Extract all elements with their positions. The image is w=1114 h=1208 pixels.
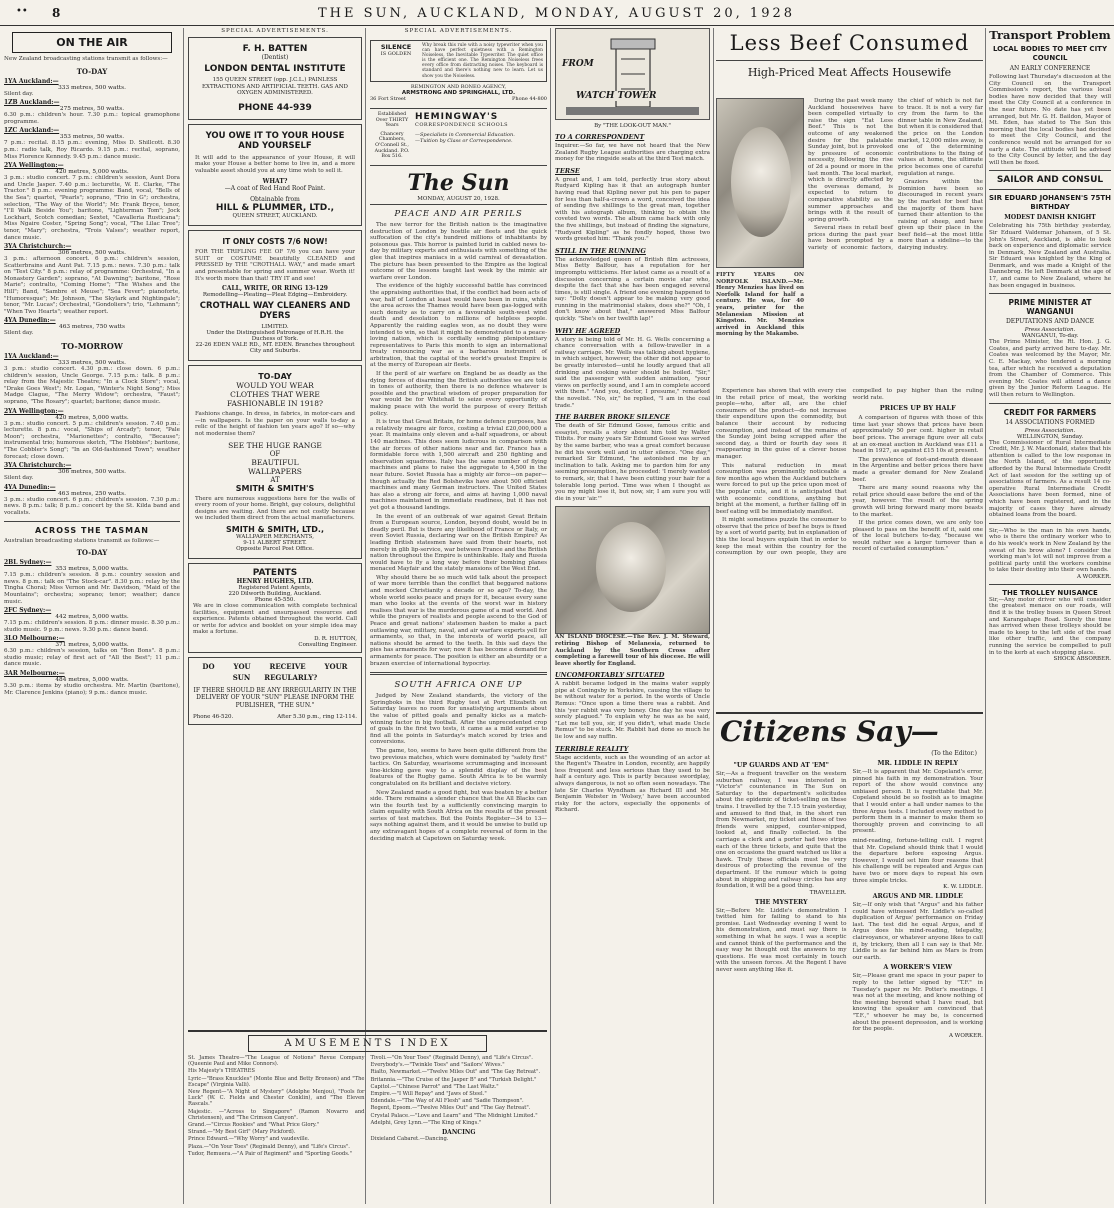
deputations-head: DEPUTATIONS AND DANCE: [1005, 318, 1095, 326]
station-power: 333 metres, 500 watts.: [58, 360, 126, 367]
house-body: It will add to the appearance of your House, it will make your House a better home to live in, and a more valuable asset should you at any time wish to sell it.: [195, 154, 355, 174]
station-body: 7.15 p.m.: children's session. 8 p.m.: country session and news. 8 p.m.: talk on "The Stock-car". 8.30 p.m.: relay by the Tingha Choral; Miss Vernon and Mr. Davidson, "Maid of the Mountains"; orchestra; soprano; tenor; weather; dance music.: [4, 572, 180, 605]
dancing-entry: Dixieland Cabaret.—Dancing.: [370, 1136, 449, 1143]
station-body: 5.30 p.m.: items by studio orchestra. Mr. Martin (baritone), Mr. Clarence Jenkins (piano); 9 p.m.: dance music.: [4, 683, 180, 696]
amusement-entry: His Majesty's THEATRES: [188, 1068, 255, 1075]
station-name: 4YA Dunedin:—: [4, 483, 56, 491]
to-corr-head: TO A CORRESPONDENT: [555, 133, 645, 141]
wallpaper-ad: [188, 365, 362, 559]
station-entry: [4, 559, 180, 605]
prime-press: Press Association.: [1024, 327, 1076, 334]
wallpaper-smith: SMITH & SMITH'S: [235, 483, 315, 493]
crothall-call: CALL, WRITE, OR RING 13-129: [222, 285, 328, 293]
letter-sign: K. W. LIDDLE.: [943, 884, 983, 891]
second-article: [370, 693, 547, 842]
amusement-entry: Tudor, Remuera.—"A Pair of Regiment" and "Sporting Goods.": [188, 1150, 352, 1157]
second-paragraph: New Zealand made a good fight, but was beaten by a better side. There remains a slender chance that the All Blacks can win the fourth test by a sufficiently convincing margin to claim equality with South Africa on the results of the present series of test matches. But the Points Register—34 to 13—says nothing against them, and it would be unwise to build up any extravagant hopes of a complete reversal of form in the deciding match at Capetown on Saturday week.: [370, 789, 547, 842]
station-name: 1YA Auckland:—: [4, 77, 59, 85]
amusement-entry: Grand.—"Circus Rookies" and "What Price Glory.": [188, 1122, 320, 1129]
wallpaper-l1: TO-DAY: [258, 372, 292, 382]
patents-agent: HENRY HUGHES, LTD.: [236, 578, 314, 585]
credit-sub: 14 ASSOCIATIONS FORMED: [1005, 418, 1095, 426]
house-tag: WHAT?: [262, 178, 288, 186]
beef-article-bottom: [716, 388, 983, 706]
sun-after: After 5.30 p.m., ring 12-114.: [277, 714, 357, 721]
letter-body: mind-reading, fortune-telling cult. I regret that Mr. Copeland should think that I would the departure before exposing Argus. However, I would set him four reasons that his challenge will be repeated and Argus can have two or more days to repeat his own three simple tricks.: [852, 837, 983, 884]
dancing-head: DANCING: [441, 1129, 476, 1137]
station-power: 306 metres, 500 watts.: [58, 469, 126, 476]
lead-paragraph: The new terror for the British nation is the imaginative destruction of London by hostile air fleets and the quick suffocation of the city's hundred millions of inhabitants by poisonous gas. This horror is painted lurid in cabled news to-day by military experts and enthusiasts with something of the glee that inspires maniacs in a wild carnival of devastation. The picture has been presented to the Empire as the logical outcome of the lessons taught last week by the mimic air warfare over London.: [370, 222, 547, 281]
amusement-entry: Tivoli.—"On Your Toes" (Reginald Denny), and "Life's Circus".: [370, 1055, 533, 1061]
hemingway-est: Established Over THIRTY Years: [375, 112, 409, 129]
station-power: 371 metres, 5,000 watts.: [55, 642, 129, 649]
sun-flag: The Sun: [407, 170, 510, 196]
remington-firm: REMINGTON AND RONEO AGENCY,: [410, 84, 507, 90]
terrible-body: Stage accidents, such as the wounding of an actor at the Regent's Theatre in London, recently, are happily less frequent and less serious than they used to be half a century ago. This is partly because swordplay, always dangerous, is not so often seen nowadays. The late Sir Charles Wyndham as Richard III and Mr. Benjamin Webster in 'Wolsey,' have been accounted risky for the actors, especially the opponents of Richard.: [555, 754, 710, 814]
silence-golden: IS GOLDEN: [380, 51, 412, 57]
page-number: 8: [52, 6, 61, 20]
lead-paragraph: In the event of an outbreak of war against Great Britain from a European source, London, beyond doubt, would be in deadly peril. But is there any likelihood of France or Italy, or even Soviet Russia, declaring war on the British Empire? As leading British statesmen have said from their hearts, not merely in glib lip-service, war between France and the British nation throughout the Empire is unthinkable. Italy and Russia would have to fly a long way before their bombing planes menaced Mayfair and the stately mansions of the West End.: [370, 513, 547, 573]
wallpaper-kind: WALLPAPER MERCHANTS,: [236, 534, 314, 540]
on-air-tomorrow: TO-MORROW: [61, 341, 123, 352]
amusement-entry: Regent, Epsom.—"Twelve Miles Out" and "The Gay Retreat".: [370, 1105, 531, 1112]
prime-head: PRIME MINISTER AT WANGANUI: [1008, 298, 1092, 317]
logo-watchtower: WATCH TOWER: [576, 91, 657, 101]
house-firm: HILL & PLUMMER, LTD.,: [215, 203, 335, 214]
station-name: 1YA Auckland:—: [4, 353, 59, 361]
station-name: 2FC Sydney:—: [4, 607, 52, 615]
to-corr-body: Inquirer.—So far, we have not heard that the New Zealand Rugby League authorities are charging extra money for the ringside seats at the third Test match.: [555, 143, 710, 163]
station-name: 4YA Dunedin:—: [4, 317, 56, 325]
transport-sub: LOCAL BODIES TO MEET CITY COUNCIL: [992, 45, 1108, 62]
amusement-entry: Lyric—"Brass Knuckles" (Monte Blue and Betty Bronson) and "The Escape" (Virginia Valli).: [188, 1075, 365, 1088]
amusement-entry: Everybody's.—"Twinkle Toes" and "Sailors' Wives.": [370, 1062, 505, 1069]
remington-ad: [370, 40, 547, 82]
letter-head: ARGUS AND MR. LIDDLE: [872, 893, 963, 901]
prime-dateline: WANGANUI, To-day.: [1021, 333, 1079, 340]
menzies-photo: [716, 98, 804, 268]
station-power: 333 metres, 500 watts.: [58, 84, 126, 91]
transport-headline: Transport Problem: [989, 28, 1111, 42]
watch-byline: By "THE LOOK-OUT MAN.": [594, 123, 671, 129]
worker-letter-sign: A WORKER.: [1076, 573, 1111, 580]
credit-head: CREDIT FOR FARMERS: [1003, 407, 1097, 417]
remington-agents: ARMSTRONG AND SPRINGHALL, LTD.: [401, 90, 516, 96]
crothall-patron: Under the Distinguished Patronage of H.R.H. the Duchess of York.: [206, 330, 344, 343]
amusement-entry: Rialto, Newmarket.—"Twelve Miles Out" and "The Gay Retreat".: [370, 1069, 541, 1076]
station-name: 2YA Wellington:—: [4, 162, 64, 170]
station-entry: [4, 78, 180, 98]
house-obtain: Obtainable from: [250, 196, 300, 204]
lead-paragraph: Why should there be so much wild talk about the prospect of war more terrible than the conflict that beggared nations and mocked Christianity a decade or so ago? To-day, the whole world seeks peace and prays for it, because every sane man who looks at the events of the worst war in history realises that war is the murderous game of a mad world. And while the prayers of realists and people ascend to the God of Peace and great nations' statesmen hasten to make a pact outlawing war, military, naval, and air warfare experts yell for armaments, so that, in the interests of world peace, all nations should be armed to the teeth. In this sad days the pies has armaments for war; now it has become a demand for armaments for peace. The position is either an absurdity or a brazen exercise of international hypocrisy.: [370, 574, 547, 667]
half-head: PRICES UP BY HALF: [879, 404, 956, 413]
station-body: 7.15 p.m.: children's session. 8 p.m.: dinner music. 8.30 p.m.: studio music. 9 p.m.: news. 9.30 p.m.: dance band.: [4, 620, 180, 633]
trolley-head: THE TROLLEY NUISANCE: [1002, 588, 1098, 597]
batten-phone: PHONE 44-939: [238, 102, 312, 113]
house-address: QUEEN STREET, AUCKLAND.: [232, 213, 318, 220]
still-head: STILL IN THE RUNNING: [555, 246, 646, 255]
hemingway-ad: [370, 108, 547, 166]
wallpaper-firm: SMITH & SMITH, LTD.,: [225, 525, 325, 534]
masthead-dots: ••: [16, 6, 28, 17]
transport-body: Following last Thursday's discussion at the City Council on the Transport Commission's report, the various local bodies have now decided that they will meet the City Council at a conference in the near future. No date has yet been arranged, but Mr. G. H. Baildon, Mayor of Mt. Eden, has stated to The Sun this morning that the local bodies had decided to meet the City Council, and the conference would not be arranged for so early a date. The attitude will be advised to the City Council by letter, and the day will then be fixed.: [989, 74, 1111, 166]
column-divider: [713, 28, 714, 1204]
station-name: 2YA Wellington:—: [4, 407, 64, 415]
johansen-head: SIR EDUARD JOHANSEN'S 75TH BIRTHDAY: [989, 194, 1111, 212]
amusement-entry: Adelphi, Grey Lynn.—"The King of Kings.": [370, 1119, 482, 1126]
prime-body: The Prime Minister, the Rt. Hon. J. G. Coates, and party arrived here to-day. Mr. Coates was welcomed by the Mayor, Mr. C. E. Mackay, who tendered a morning tea, after which he received a deputation from the Chamber of Commerce. This evening Mr. Coates will attend a dance given by the Junior Reform League. He will then return to Wellington.: [989, 339, 1111, 398]
wallpaper-see: SEE THE HUGE RANGE: [228, 440, 322, 450]
letter-body: Sir,—It is apparent that Mr. Copeland's error, pinned his faith in my demonstration. Your report of the show would convince any unbiased person. It is regrettable that Mr. Copeland should be so foolish as to imagine that I would enter a hall under names to the three Argus tests. I included every method to perform them in a manner to make them so thoroughly proven and convincing to all present.: [852, 769, 983, 835]
remington-agency: [370, 84, 547, 102]
crothall-address: 22-26 EDEN VALE RD., MT. EDEN. Branches throughout City and Suburbs.: [195, 342, 355, 355]
letter-sign: TRAVELLER.: [809, 889, 847, 896]
wallpaper-opp: Opposite Parcel Post Office.: [236, 546, 314, 552]
column-divider: [550, 28, 551, 1204]
wallpaper-at: AT: [270, 475, 280, 484]
letter: [853, 893, 984, 961]
amusement-entry: Majestic. —"Across to Singapore" (Ramon Novarro and Christensen), and "The Crimson Canyon".: [188, 1108, 365, 1121]
crothall-body: FOR THE TRIFLING FEE OF 7/6 you can have your SUIT or COSTUME beautifully CLEANED and PRESSED by THE "CROTHALL WAY," and made smart and presentable for spring and summer wear. Worth it! It's worth more than that! TRY IT and see!: [195, 249, 355, 282]
station-power: 353 metres, 50 watts.: [59, 134, 125, 141]
johansen-body: Celebrating his 75th birthday yesterday, Sir Eduard Valdemar Johansen, of 5 St. John's Street, Auckland, is able to look back on experience and diplomatic service in Denmark, New Zealand and Australia. Sir Eduard was knighted by the King of Denmark, and was made a Knight of the Dannebrog. He left Denmark at the age of 17, and came to New Zealand, where he has been engaged in business.: [989, 223, 1111, 289]
beef-paragraph: It might sometimes puzzle the consumer to observe that the price of beef he buys is fixed by a sort of world parity, but in explanation of this the local buyers explain that in order to keep the meat within the country for the consumption by our own people, they are compelled to pay higher than the ruling world rate.: [716, 388, 983, 557]
station-body: 3 p.m.: studio concert. 6 p.m.: children's session. 7.30 p.m.: news. 8 p.m.: talk; 8 p.m.: concert by the St. Kilda band and vocalists.: [4, 496, 180, 516]
station-body: Silent day.: [4, 90, 34, 97]
tasman-today: TO-DAY: [76, 548, 108, 558]
wallpaper-wall: WALLPAPERS: [248, 466, 302, 476]
tower-icon: [556, 29, 709, 119]
sun-delivery-ad: [188, 657, 362, 726]
station-entry: [4, 408, 180, 461]
lead-paragraph: It is true that Great Britain, for home defence purposes, has a relatively meagre air force, costing a trivial £20,000,000 a year. It maintains only eleven and a-half squadrons, or about 140 machines. This does seem ludicrous in comparison with the air forces of other nations near and far. France has a formidable force with 1,500 aircraft and 250 fighting and observation squadrons. Italy has the same number of flying machines and plans to raise the aggregate to 4,500 in the near future. Soviet Russia has a mighty air force—on paper—though actually the Red Bolsheviks have about 500 efficient machines and many German instructors. The United States has also a strong air force, and aims at having 1,000 naval machines maintained in immediate readiness, but it has not yet got a thousand landings.: [370, 419, 547, 511]
menzies-caption: FIFTY YEARS ON NORFOLK ISLAND.—Mr. Henry Menzies has lived on Norfolk Island for half a century. He was, for 40 years, printer for the Melanesian Mission at Kingston. Mr. Menzies arrived in Auckland this morning by the Makambo.: [716, 272, 804, 338]
editorial-date: MONDAY, AUGUST 20, 1928.: [370, 196, 547, 205]
on-air-today: TO-DAY: [76, 66, 108, 76]
remington-address: 36 Fort Street: [370, 96, 406, 102]
station-entry: [4, 317, 180, 337]
bishop-photo: [555, 506, 710, 634]
crothall-head: IT ONLY COSTS 7/6 NOW!: [222, 237, 328, 247]
tasman-stations-list: [4, 559, 180, 696]
station-entry: [4, 99, 180, 125]
masthead: [0, 0, 1114, 26]
half-paragraph: The prevalence of foot-and-mouth disease in the Argentine and better prices there have made a greater demand for New Zealand beef.: [852, 456, 983, 483]
amusement-entry: Strand.—"My Best Girl" (Mary Pickford).: [188, 1129, 296, 1136]
patents-manager: D. R. HUTTON,: [314, 635, 357, 642]
batten-address: 155 QUEEN STREET (opp. J.C.L.) PAINLESS EXTRACTIONS AND ARTIFICIAL TEETH. GAS AND OXYGEN ADMINISTERED.: [202, 77, 348, 96]
on-air-title: ON THE AIR: [12, 32, 172, 53]
station-name: 3YA Christchurch:—: [4, 243, 72, 251]
amusements-title: AMUSEMENTS INDEX: [248, 1035, 487, 1052]
station-name: 1ZC Auckland:—: [4, 127, 60, 135]
credit-press: Press Association.: [1024, 427, 1076, 434]
station-power: 275 metres, 50 watts.: [59, 106, 125, 113]
station-name: 1ZB Auckland:—: [4, 99, 60, 107]
on-the-air-column: [4, 28, 180, 1204]
ads-header-right: SPECIAL ADVERTISEMENTS.: [404, 28, 513, 34]
crothall-firm: CROTHALL WAY CLEANERS AND DYERS: [199, 301, 351, 322]
station-power: 463 metres, 750 watts: [59, 324, 125, 331]
amusements-right: [371, 1055, 548, 1126]
half-paragraph: If the price comes down, we are only too pleased to pass on the benefit of it, said one of the local butchers to-day, "because we would rather see a larger turnover than a record of curtailed consumption.": [852, 520, 983, 553]
station-name: 3LO Melbourne:—: [4, 635, 65, 643]
lead-title: PEACE AND AIR PERILS: [394, 209, 523, 219]
silence-word: SILENCE: [380, 43, 412, 51]
batten-ad: [188, 37, 362, 120]
station-entry: [4, 607, 180, 633]
citizens-sub: (To the Editor.): [931, 750, 977, 757]
watch-tower-column: [555, 28, 710, 1204]
batten-name: F. H. BATTEN: [242, 44, 308, 54]
beef-article-top: [808, 98, 983, 384]
transport-column: [989, 28, 1111, 1204]
station-entry: [4, 353, 180, 406]
tasman-title: ACROSS THE TASMAN: [34, 525, 149, 535]
agreed-body: A story is being told of Mr. H. G. Wells concerning a chance conversation with a fellow-traveller in a railway carriage. Mr. Wells was talking about hygiene, in which subject, however, the other did not appear to be greatly interested—until he loudly argued that all drinking and cooking water should be boiled. "Sir," said the passenger with sudden animation, "your views on perfectly sound, and I am in complete accord with them." "And you, doctor, I presume," remarked the novelist. "No, sir," he replied, "I am in the coal trade.": [555, 336, 710, 409]
amusement-entry: Plaza.—"On Your Toes" (Reginald Denny), and "Life's Circus".: [188, 1143, 350, 1150]
letter-head: A WORKER'S VIEW: [883, 964, 953, 972]
hemingway-name: HEMINGWAY'S: [415, 112, 499, 122]
sun-delivery-body: IF THERE SHOULD BE ANY IRREGULARITY IN THE DELIVERY OF YOUR "SUN" PLEASE INFORM THE PUBLISHER, "THE SUN.": [193, 686, 357, 709]
logo-from: FROM: [562, 59, 594, 69]
station-power: 353 metres, 5,000 watts.: [55, 566, 129, 573]
terse-body: A great and, I am told, perfectly true story about Rudyard Kipling has it that an autograph hunter having read that Kipling never put his pen to paper for less than half-a-crown a word, conceived the idea of sending five shillings to the great man, together with his autograph album, thinking to obtain the coveted two words. The album came back with only the five shillings, but instead of finding the signature, "Rudyard Kipling" as he fondly hoped, those two words greeted him: "Thank you.": [555, 176, 710, 243]
remington-phone: Phone 44-800: [512, 96, 547, 102]
second-paragraph: Judged by New Zealand standards, the victory of the Springboks in the third Rugby test at Port Elizabeth on Saturday leaves no room for unsatisfying arguments about the value of pitted goals and penalty kicks as a match-winning factor in big football. After the unprecedented crop of goals in the first two tests, it came as a mild surprise to find all the points in Saturday's match scored by tries and conversions.: [370, 693, 547, 746]
letter-sign: A WORKER.: [948, 1032, 983, 1039]
wallpaper-body: Fashions change. In dress, in fabrics, in motor-cars and—in wallpapers. Is the paper on your walls to-day a relic of the height of fashion ten years ago? If so—why not modernise them?: [195, 411, 355, 438]
worker-letter-body: Sir,—Who is the man in his own hands, who is there the ordinary worker who to do his week's work in New Zealand by the sweat of his brow alone? I consider the working man's lot will not improve from a political party until the workers combine to take their destiny into their own hands.: [989, 527, 1111, 574]
station-power: 420 metres, 5,000 watts.: [55, 169, 129, 176]
your-word: YOUR: [324, 661, 348, 671]
station-name: 3YA Christchurch:—: [4, 462, 72, 470]
amusement-entry: New Regent—"A Night of Mystery" (Adolphe Menjou), "Fools for Luck" (W. C. Fields and Chester Conklin), and "The Eleven Rascals.": [188, 1089, 365, 1108]
crothall-services: Remodelling—Pleating—Pleat Edging—Embroidery.: [202, 292, 348, 299]
tomorrow-stations-list: [4, 353, 180, 517]
letter: [853, 760, 984, 835]
tasman-intro: Australian broadcasting stations transmit as follows:—: [4, 537, 160, 544]
patents-address: 220 Dilworth Building, Auckland.: [228, 591, 322, 597]
amusement-entry: St. James Theatre—"The League of Notions" Revue Company (Queenie Paul and Mike Connors).: [188, 1055, 365, 1068]
station-entry: [4, 243, 180, 315]
you-word: YOU: [233, 661, 251, 671]
letter: [853, 964, 984, 1038]
still-body: The acknowledged queen of British film actresses, Miss Betty Balfour, has a reputation for her impromptu witticisms. Her latest came as a result of a discussion concerning a certain movie star who, despite the fact that she has been engaged several times, is still single. A friend one evening happened to say: "Dolly doesn't appear to be making very good running in the matrimonial stakes, does she?" "Oh, I don't know about that," answered Miss Balfour quickly. "She's on her twelfth lap!": [555, 256, 710, 323]
on-air-intro: New Zealand broadcasting stations transmit as follows:—: [4, 56, 168, 62]
wallpaper-note: There are numerous suggestions here for the walls of every room of your home. Bright, gay colours, delightful designs are waiting. And there are not costly because we included them direct from the actual manufacturers.: [195, 495, 355, 522]
citizens-title: Citizens Say—: [720, 715, 939, 748]
station-entry: [4, 635, 180, 668]
column-divider: [985, 28, 986, 1204]
ads-header-left: SPECIAL ADVERTISEMENTS.: [221, 28, 329, 34]
second-paragraph: The game, too, seems to have been quite different from the two previous matches, which were dominated by "safety first" tactics. On Saturday, wearisome scrummaging and incessant line-kicking gave way to a splendid display of the best features of the Rugby game. South Africa is to be warmly congratulated on its brilliant and decisive victory.: [370, 747, 547, 787]
amusement-entry: Prince Edward.—"Why Worry" and vaudeville.: [188, 1136, 310, 1143]
do-word: DO: [202, 661, 215, 671]
station-name: 2BL Sydney:—: [4, 559, 52, 567]
sun-word: SUN: [232, 672, 251, 682]
beef-paragraph: This natural reduction in meat consumption was prominently noticeable a few months ago when the Auckland butchers were forced to put up the price upon most of the popular cuts, and it is anticipated that with economic conditions, anything but bright at the moment, a further falling off in beef eating will be immediately manifest.: [716, 462, 847, 515]
lead-paragraph: If the peril of air warfare on England be as deadly as the dying forces of disarming the British authorities we are told in tones of authority, then there is no defence whatever is possible and the practical wisdom of proper preparation for war would be for Whitehall to seize every opportunity of making peace with the world the purpose of every British policy.: [370, 371, 547, 417]
regularly-word: REGULARLY?: [264, 672, 318, 682]
letter-body: Sir,—Please grant me space in your paper to reply to the letter signed by "T.F." in Tuesday's paper re Mr. Potter's meetings. I was not at the meeting, and know nothing of the meeting beyond what I have read, but knowing the speaker am convinced that "T.F.," whoever he may be, is concerned about the present depression, and is working for the people.: [852, 973, 983, 1033]
letter: [853, 838, 984, 890]
trolley-body: Sir,—Any motor driver who will consider the greatest menace on our roads, will find it is the trolley buses in Queen Street and Karangahape Road. Surely the time has arrived when these trolleys should be made to keep to the left side of the road like other traffic, and the company running the service be compelled to pull in to the kerb at each stopping place.: [989, 596, 1111, 656]
station-body: Silent day.: [4, 475, 34, 482]
patents-head: PATENTS: [252, 568, 298, 578]
patents-phone: Phone 45-550.: [254, 597, 296, 603]
letter-body: Sir,—Before Mr. Liddle's demonstration I twitted him for failing to stand to his promise. Last Wednesday evening I went to his demonstration, and must say there is something in what he says. I was a sceptic and cannot think of the performance and the easy way he thought out the answers to my questions. He was most certainly in touch with the unseen forces. At the Regent I have never seen anything like it.: [716, 907, 847, 974]
wallpaper-beautiful: BEAUTIFUL: [251, 457, 299, 467]
letter: [716, 762, 847, 896]
uncomf-body: A rabbit became lodged in the mains water supply pipe at Coningsby in Yorkshire, causing the village to be without water for a period. In the words of Uncle Remus: "Once upon a time there was a rabbit. And this 'yer rabbit was very boney. One day he was very sorely plagued." To explain why he was as he said, "Let me tell you, sir, if you didn't, what made Uncle Remus" to be stuck. Mr. Rabbit had done so much he lie low and say nuffin.: [555, 681, 710, 741]
wallpaper-address: 9-11 ALBERT STREET.: [243, 540, 307, 546]
letters-list: [716, 760, 983, 1039]
station-body: 3 p.m.: afternoon concert. 6 p.m.: children's session, Scatterbrains and Aunt Pat. 7.15 p.m.: news. 7.30 p.m.: talk on "Test City." 8 p.m.: relay of programme: Orchestral, "In a Monastery Garden"; soprano, "At Dawning"; baritone, "Rose Marie"; contralto, "Coming Home"; "The Wishes and the Hill"; Band, "Sambre et Meuse"; "Sea Fever"; pianoforte, "Humoresque"; Mr. Johnson, "The Skylark and Nightingale"; tenor, "Mr. Lucas"; Orchestral, "Gondoliers"; trio, "Lehmann"; "When Two Hearts"; weather report.: [4, 256, 180, 315]
hemingway-address: Chancery Chambers, O'Connell St., Auckland. P.O. Box 516.: [374, 131, 410, 160]
station-body: 3 p.m.: studio concert. 4.30 p.m.: close down. 6 p.m.: children's session, Uncle George. 7.15 p.m.: talk. 8 p.m.: relay from the Majestic Theatre; "In a Clock Store"; vocal, "Drake Goes West"; Mr. Logan, "Winter's Night Song"; Miss Madge Clague, "The Merry Widow"; orchestra, "Faust"; soprano, "The Rosary"; quartet; baritone; dance music.: [4, 366, 180, 405]
patents-role: Consulting Engineer.: [298, 641, 357, 648]
batten-firm: LONDON DENTAL INSTITUTE: [204, 64, 346, 74]
station-entry: [4, 484, 180, 517]
beef-paragraph: Experience has shown that with every rise in the retail price of meat, the working people—who, after all, are the chief consumers of the product—do not increase their expenditure upon the commodity, but balance their account by reducing consumption, and instead of the remains of the Sunday joint being scrapped after the second day, a third or fourth day sees it reappearing in the guise of a clever house manager.: [716, 388, 847, 460]
wallpaper-l4: FASHIONABLE IN 1918?: [226, 399, 324, 409]
patents-ad: [188, 563, 362, 653]
letter: [716, 899, 847, 974]
watch-tower-logo: [555, 28, 710, 120]
half-body: [853, 415, 984, 553]
editorial-block: [370, 170, 547, 844]
credit-dateline: WELLINGTON, Sunday.: [1016, 433, 1084, 440]
batten-sub: (Dentist): [261, 54, 289, 61]
station-power: 463 metres, 250 watts.: [58, 490, 126, 497]
lead-paragraph: The evidence of the highly successful battle has convinced the appraising authorities that, if the conflict had been acts of war, half of London at least would have been in ruins, while the area across the Thames would have been gas-logged with such density as to carry on a favourable south-west wind death and desolation to millions of helpless people. Apparently the raiding eagles won, as no doubt they were intended to win, so that it might be demonstrated to a peace-loving nation, which is cordially sending plenipotentiary representatives to Paris this month to sign an international treaty renouncing war as a barbarous instrument of arbitration, that the capital of the world's greatest Empire is at the mercy of European air fleets.: [370, 283, 547, 369]
wallpaper-l3: CLOTHES THAT WERE: [230, 390, 320, 400]
beef-paragraph: Several rises in retail beef prices during the past year have been prompted by a variety of economic factors, the chief of which is not far to trace. It is not a very far cry from the farm to the dinner table in New Zealand, but when it is considered that the price on the London market, 12,000 miles away, is one of the determining contributions to the fixing of values at home, the ultimate price becomes one of careful regulation at range.: [808, 98, 983, 252]
half-paragraph: A comparison of figures with those of this time last year shows that prices have been approximately 50 per cent. higher in retail beef prices. The average figure over all cuts at an ox-meat auction in Auckland was £11 a head in 1927, as against £15 10s at present.: [852, 415, 983, 455]
uncomf-head: UNCOMFORTABLY SITUATED: [555, 671, 665, 680]
station-body: 7 p.m.: recital. 8.15 p.m.: evening, Miss D. Shillcott. 8.30 p.m.: radio talk, Roy Ricardo. 9.15 p.m.: recital, soprano, Miss Florence Kennedy. 9.45 p.m.: dance music.: [4, 140, 180, 160]
sun-phone: Phone 46-520.: [193, 714, 234, 721]
beef-header: [716, 30, 983, 80]
beef-subhead: High-Priced Meat Affects Housewife: [747, 66, 952, 79]
lead-article: [370, 222, 547, 667]
station-entry: [4, 162, 180, 241]
station-body: 3 p.m.: studio concert. 5 p.m.: children's session. 7.40 p.m.: lecturette. 8 p.m.: vocal, "Ships of Arcady"; tenor, "Pale Moon"; orchestra, "Marionettes"; contralto, "Because"; instrumental trio; humorous sketch, "The Hobbies"; baritone, "The Cobbler's Song"; "In an Old-fashioned Town"; weather forecast; close down.: [4, 420, 180, 460]
house-tag2: —A coat of Red Hand Roof Paint.: [224, 185, 326, 193]
terrible-head: TERRIBLE REALITY: [555, 744, 629, 753]
amusements-index: [188, 1030, 547, 1200]
letter-head: MR. LIDDLE IN REPLY: [877, 760, 958, 767]
station-power: 442 metres, 5,000 watts.: [55, 614, 129, 621]
column-divider: [365, 28, 366, 1204]
today-stations-list: [4, 78, 180, 337]
silence-body: Why break this rule with a noisy typewriter when you can have perfect quietness with a Remington Noiseless, the Inevitable Typewriter. The quiet office is the efficient one. The Remington Noiseless frees every office from distracting noises. The keyboard is standard and there's nothing new to learn. Let us show you the Noiseless.: [422, 43, 543, 79]
column-divider: [183, 28, 184, 1204]
station-name: 3AR Melbourne:—: [4, 670, 65, 678]
station-body: 6.30 p.m.: children's hour. 7.30 p.m.: topical gramophone programme.: [4, 112, 180, 125]
station-power: 306 metres, 500 watts.: [58, 250, 126, 257]
amusements-left: [188, 1055, 365, 1158]
half-paragraph: There are many sound reasons why the retail price should ease before the end of the year, however. The result of the spring growth will bring forward many more beasts to the market.: [852, 485, 983, 518]
amusement-entry: Crystal Palace.—"Love and Learn" and "The Midnight Limited.": [370, 1112, 538, 1119]
agreed-head: WHY HE AGREED: [555, 326, 621, 335]
hemingway-spec: —Specialists in Commercial Education.: [415, 132, 515, 138]
letter-head: THE MYSTERY: [754, 898, 808, 906]
station-power: 420 metres, 5,000 watts.: [55, 414, 129, 421]
terse-head: TERSE: [555, 166, 580, 175]
station-entry: [4, 462, 180, 482]
credit-body: The Commissioner of Rural Intermediate Credit, Mr. J. W. Macdonald, states that his attention is called to the low response in the North Island, of the opportunity afforded by the Rural Intermediate Credit Act of last session for the setting up of associations of farmers. As a result 14 co-operative Rural Intermediate Credit Associations have been formed, nine of which have been registered, and in the majority of cases they have already obtained loans from the board.: [989, 439, 1111, 519]
ads-column-left: [188, 28, 362, 1204]
beef-paragraph: Graziers within the Dominion have been so discouraged in recent years by the market for beef that the majority of them have turned their attention to the raising of sheep, and have given up their place in the beef field—at the most little more than a sideline—to the dairying industry.: [898, 179, 983, 252]
station-entry: [4, 127, 180, 160]
hemingway-sub: CORRESPONDENCE SCHOOLS: [415, 122, 509, 128]
station-body: 3 p.m.: studio concert. 7 p.m.: children's session, Aunt Dora and Uncle Jasper. 7.40 p.m.: lecturette, W. E. Clarke, "The Tractor." 8 p.m.: evening programme: Band, vocal, "Bells of the Sea"; quartet, "Pearls"; soprano, "Trio in G"; orchestra, selection, "The Way of the World"; Mr. Frank Bryce, tenor, "I'll Walk Beside You"; baritone, "Lighterman Tom"; Jock Lockhart, Scotch comedian; Sextet, "Cavalleria Rusticana"; Miss Ngaire Coster, "Spring Song"; vocal, "The Lilac Tree"; tenor, "Mary"; orchestra, "Trois Valses"; weather report, dance music.: [4, 175, 180, 241]
station-body: Silent day.: [4, 330, 34, 337]
trolley-sign: SHOCK ABSORBER.: [1053, 656, 1111, 663]
island-caption: AN ISLAND DIOCESE.—The Rev. J. M. Steward, retiring Bishop of Melanesia, returned to Auckland by the Southern Cross after completing a farewell tour of his diocese. He will leave shortly for England.: [555, 634, 710, 667]
patents-title: Registered Patent Agents,: [238, 585, 312, 591]
hemingway-tuition: —Tuition by Class or Correspondence.: [415, 138, 513, 144]
transport-sub2: AN EARLY CONFERENCE: [1009, 65, 1091, 72]
station-body: 6.30 p.m.: children's session, talks on "Bon Bons". 8 p.m.: studio music; relay of first act of "All the Best"; 11 p.m.: dance music.: [4, 648, 180, 668]
barber-head: THE BARBER BROKE SILENCE: [555, 413, 671, 422]
letter-body: Sir,—As a frequent traveller on the western suburban railway, I was interested in "Victor's" countenance in The Sun on Saturday to the department's solicitudes about the epidemic of ticket-selling on these trains. I travelled by the 7.15 train yesterday, and amused to find that, in the short run from Newmarket, my ticket and those of two friends were snipped, counter-snipped, looked at, and finally collected. In the carriage a clerk and a porter had two strips each of the three tickets, and quite that the one on occasions the guard watched us like a hawk. Truly these officials must be very desirous of protecting the revenue of the department. If the rumour which is going about in shipping and railway circles has any foundation, it will be a good thing.: [716, 771, 847, 890]
amusement-entry: Edendale.—"The Way of All Flesh" and "Sadie Thompson".: [370, 1098, 524, 1105]
amusement-entry: Capitol.—"Chinese Parrot" and "The Last Waltz.": [370, 1083, 499, 1090]
sailor-head: SAILOR AND CONSUL: [996, 175, 1104, 186]
patents-body: We are in close communication with complete technical facilities, equipment and unsurpassed resources and experience. Patents obtained throughout the world. Call or write for advice and booklet on your simple idea may make a fortune.: [193, 603, 357, 636]
station-entry: [4, 670, 180, 696]
crothall-ad: [188, 230, 362, 361]
wallpaper-of: OF: [269, 449, 281, 458]
letter-head: "UP GUARDS AND AT 'EM": [733, 762, 829, 769]
house-paint-ad: [188, 124, 362, 227]
beef-paragraph: During the past week many Auckland housewives have been compelled virtually to raise the sign "Eat Less Beef." This is not the outcome of any weakened desire for the palatable Sunday joint, but is provoked by pressure of economic necessity, following the rise of 2d a pound or more in the last month. The local market, which is directly affected by the overseas demand, is expected to return to comparative stability as the summer approaches and brings with it the result of spring growth.: [808, 98, 893, 223]
receive-word: RECEIVE: [269, 661, 306, 671]
wallpaper-l2: WOULD YOU WEAR: [236, 381, 314, 391]
barber-body: The death of Sir Edmund Gosse, famous critic and essayist, recalls a story about him told by Walter Titbits. For many years Sir Edmund Gosse was served by the same barber, who was a great comfort because he did his work well and in utter silence. "One day," remarked Sir Edmund, "he astonished me by an inclination to talk. Asking me to pardon him for any seeming presumption, he proceeded: 'I merely wanted to remark, sir, that I have been cutting your hair for a tolerable long period. Time was when I thought as you my might lose it, but now, sir, I am sure you will die in your 'air.'": [555, 423, 710, 502]
letter-body: Sir,—If only wish that "Argus" and his father could have witnessed Mr. Liddle's so-called duplication of Argus' performance on Friday last. The test did he equal Argus, and if Argus does his mind-reading, telepathy, clairvoyance, or whatever anyone likes to call it, by trickery, then all I can say is that Mr. Liddle is as far behind him as Mars is from our earth.: [852, 902, 983, 961]
beef-headline: Less Beef Consumed: [729, 31, 970, 55]
crothall-ltd: LIMITED.: [261, 324, 289, 331]
modest-head: MODEST DANISH KNIGHT: [1004, 214, 1096, 222]
citizens-say: [716, 712, 983, 1204]
amusement-entry: Empire.—"I Will Repay" and "Jaws of Steel.": [370, 1091, 487, 1098]
station-power: 484 metres, 5,000 watts.: [55, 677, 129, 684]
house-head: YOU OWE IT TO YOUR HOUSE AND YOURSELF: [205, 130, 345, 151]
second-title: SOUTH AFRICA ONE UP: [394, 680, 523, 691]
masthead-title: THE SUN, AUCKLAND, MONDAY, AUGUST 20, 1928: [318, 6, 796, 21]
amusement-entry: Britannia.—"The Cruise of the Jasper B" and "Turkish Delight.": [370, 1076, 537, 1083]
